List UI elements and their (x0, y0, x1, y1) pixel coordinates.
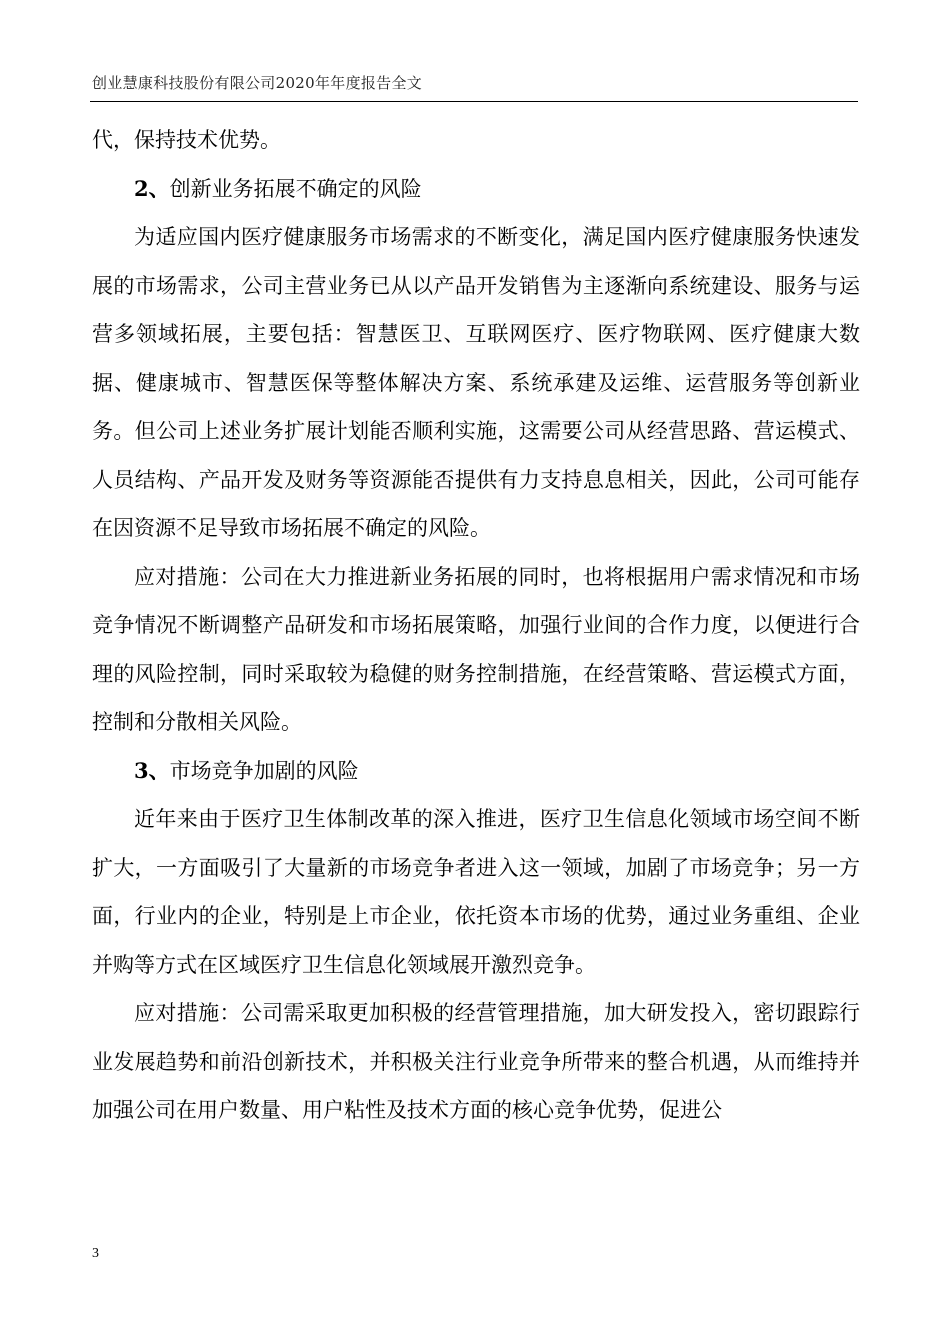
page-number: 3 (92, 1246, 99, 1261)
section-3-heading (92, 747, 860, 796)
section-2-title: 创新业务拓展不确定的风险 (169, 176, 422, 201)
section-3-title: 市场竞争加剧的风险 (169, 758, 359, 783)
section-2-heading (92, 165, 860, 214)
section-2-measures-paragraph: 应对措施：公司在大力推进新业务拓展的同时，也将根据用户需求情况和市场竞争情况不断调整产品研发和市场拓展策略，加强行业间的合作力度，以便进行合理的风险控制，同时采取较为稳健的财务控制措施，在经营策略、营运模式方面，控制和分散相关风险。 (92, 564, 860, 734)
document-body (92, 116, 860, 1135)
page-header-title: 创业慧康科技股份有限公司2020年年度报告全文 (92, 74, 423, 92)
section-3-paragraph: 近年来由于医疗卫生体制改革的深入推进，医疗卫生信息化领域市场空间不断扩大，一方面吸引了大量新的市场竞争者进入这一领域，加剧了市场竞争；另一方面，行业内的企业，特别是上市企业，依托资本市场的优势，通过业务重组、企业并购等方式在区域医疗卫生信息化领域展开激烈竞争。 (92, 807, 860, 977)
header-divider (90, 101, 858, 102)
section-2-paragraph: 为适应国内医疗健康服务市场需求的不断变化，满足国内医疗健康服务快速发展的市场需求，公司主营业务已从以产品开发销售为主逐渐向系统建设、服务与运营多领域拓展，主要包括：智慧医卫、互联网医疗、医疗物联网、医疗健康大数据、健康城市、智慧医保等整体解决方案、系统承建及运维、运营服务等创新业务。但公司上述业务扩展计划能否顺利实施，这需要公司从经营思路、营运模式、人员结构、产品开发及财务等资源能否提供有力支持息息相关，因此，公司可能存在因资源不足导致市场拓展不确定的风险。 (92, 225, 860, 540)
section-3-measures-paragraph: 应对措施：公司需采取更加积极的经营管理措施，加大研发投入，密切跟踪行业发展趋势和前沿创新技术，并积极关注行业竞争所带来的整合机遇，从而维持并加强公司在用户数量、用户粘性及技术方面的核心竞争优势，促进公 (92, 1001, 860, 1122)
continuation-paragraph: 代，保持技术优势。 (92, 128, 281, 152)
section-3-number: 3、 (134, 757, 170, 783)
section-2-number: 2、 (134, 175, 170, 201)
